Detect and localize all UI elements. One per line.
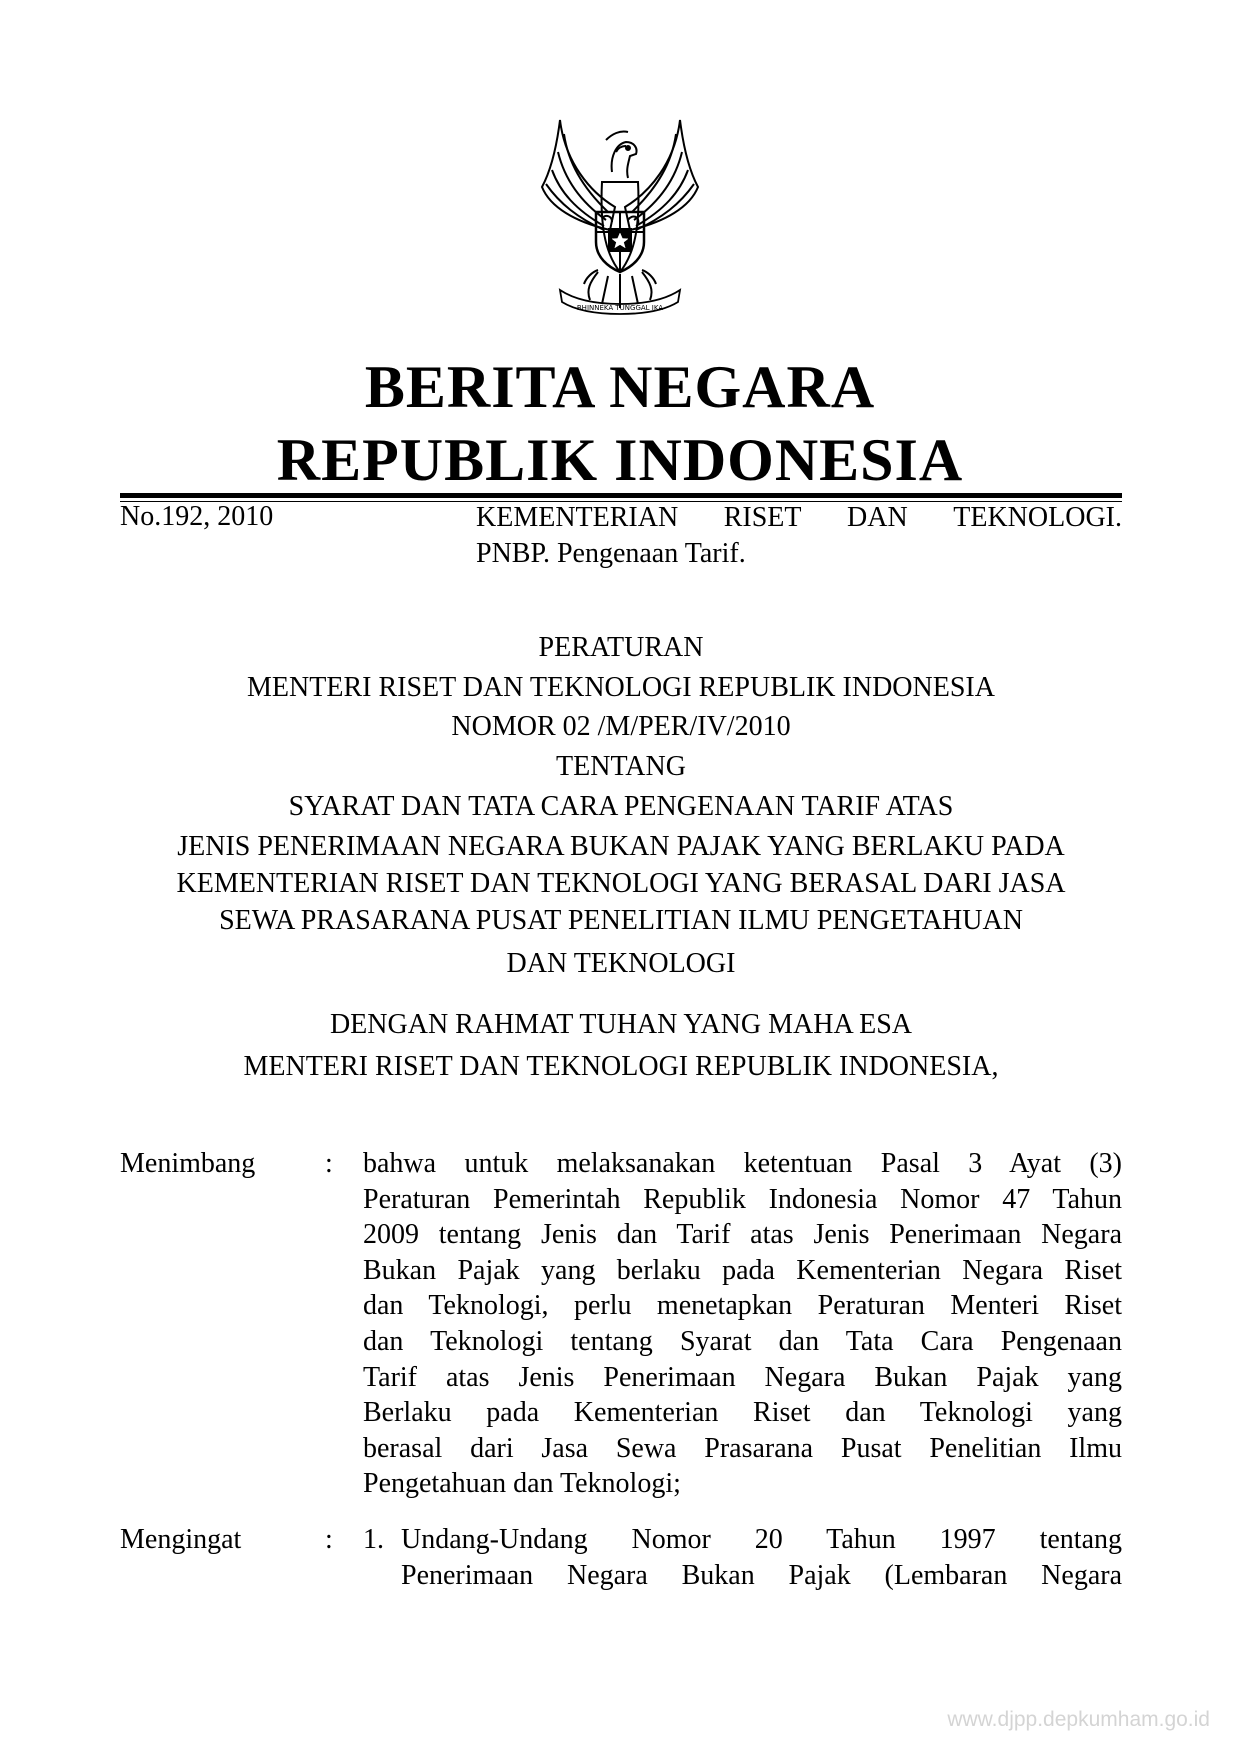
regulation-title-line: SYARAT DAN TATA CARA PENGENAAN TARIF ATAS bbox=[288, 791, 954, 822]
mengingat-label: Mengingat bbox=[120, 1524, 242, 1555]
subject-word: KEMENTERIAN bbox=[476, 502, 679, 533]
paragraph-line: Peraturan Pemerintah Republik Indonesia Nomor 47 Tahun bbox=[363, 1183, 1122, 1215]
garuda-emblem-icon bbox=[520, 112, 720, 322]
paragraph-line: Bukan Pajak yang berlaku pada Kementerian Negara Riset bbox=[363, 1254, 1122, 1286]
regulation-title-line: SEWA PRASARANA PUSAT PENELITIAN ILMU PENGETAHUAN bbox=[219, 905, 1023, 936]
header-divider bbox=[120, 493, 1122, 498]
subject-line-1 bbox=[476, 500, 1122, 536]
emblem-motto: BHINNEKA TUNGGAL IKA bbox=[576, 304, 664, 312]
masthead-title: BERITA NEGARA bbox=[364, 354, 876, 420]
menimbang-paragraph bbox=[363, 1146, 1122, 1502]
opening-issuer: MENTERI RISET DAN TEKNOLOGI REPUBLIK INDONESIA, bbox=[243, 1051, 999, 1082]
opening-line: DENGAN RAHMAT TUHAN YANG MAHA ESA bbox=[329, 1009, 913, 1040]
menimbang-colon: : bbox=[325, 1148, 333, 1179]
list-item-line: Undang-Undang Nomor 20 Tahun 1997 tentang bbox=[401, 1524, 1122, 1555]
issue-number: No.192, 2010 bbox=[120, 501, 274, 532]
regulation-title-line: JENIS PENERIMAAN NEGARA BUKAN PAJAK YANG BERLAKU PADA bbox=[177, 831, 1065, 862]
paragraph-line: berasal dari Jasa Sewa Prasarana Pusat Penelitian Ilmu bbox=[363, 1432, 1122, 1464]
paragraph-line: Berlaku pada Kementerian Riset dan Teknologi yang bbox=[363, 1397, 1122, 1429]
masthead-subtitle: REPUBLIK INDONESIA bbox=[276, 427, 964, 493]
paragraph-line: Pengetahuan dan Teknologi; bbox=[363, 1468, 681, 1500]
subject-word: TEKNOLOGI. bbox=[953, 502, 1122, 533]
subject-line-2: PNBP. Pengenaan Tarif. bbox=[476, 538, 746, 569]
list-item bbox=[401, 1522, 1122, 1594]
regulation-number: NOMOR 02 /M/PER/IV/2010 bbox=[451, 711, 791, 742]
regulation-title-line: DAN TEKNOLOGI bbox=[506, 948, 736, 979]
paragraph-line: dan Teknologi tentang Syarat dan Tata Cara Pengenaan bbox=[363, 1325, 1122, 1357]
subject-word: RISET bbox=[723, 502, 802, 533]
regulation-issuer: MENTERI RISET DAN TEKNOLOGI REPUBLIK INDONESIA bbox=[247, 672, 995, 703]
paragraph-line: 2009 tentang Jenis dan Tarif atas Jenis Penerimaan Negara bbox=[363, 1219, 1122, 1251]
paragraph-line: dan Teknologi, perlu menetapkan Peraturan Menteri Riset bbox=[363, 1290, 1122, 1322]
menimbang-label: Menimbang bbox=[120, 1148, 256, 1179]
list-item-number: 1. bbox=[363, 1524, 384, 1555]
watermark-link: www.djpp.depkumham.go.id bbox=[947, 1708, 1210, 1731]
paragraph-line: Tarif atas Jenis Penerimaan Negara Bukan Pajak yang bbox=[363, 1361, 1122, 1393]
list-item-line: Penerimaan Negara Bukan Pajak (Lembaran Negara bbox=[401, 1560, 1122, 1591]
subject-word: DAN bbox=[847, 502, 908, 533]
subject-block bbox=[476, 500, 1122, 572]
regulation-about: TENTANG bbox=[556, 751, 686, 782]
paragraph-line: bahwa untuk melaksanakan ketentuan Pasal 3 Ayat (3) bbox=[363, 1148, 1122, 1179]
regulation-title-line: KEMENTERIAN RISET DAN TEKNOLOGI YANG BERASAL DARI JASA bbox=[176, 868, 1066, 899]
regulation-type: PERATURAN bbox=[538, 632, 704, 663]
mengingat-colon: : bbox=[325, 1524, 333, 1555]
